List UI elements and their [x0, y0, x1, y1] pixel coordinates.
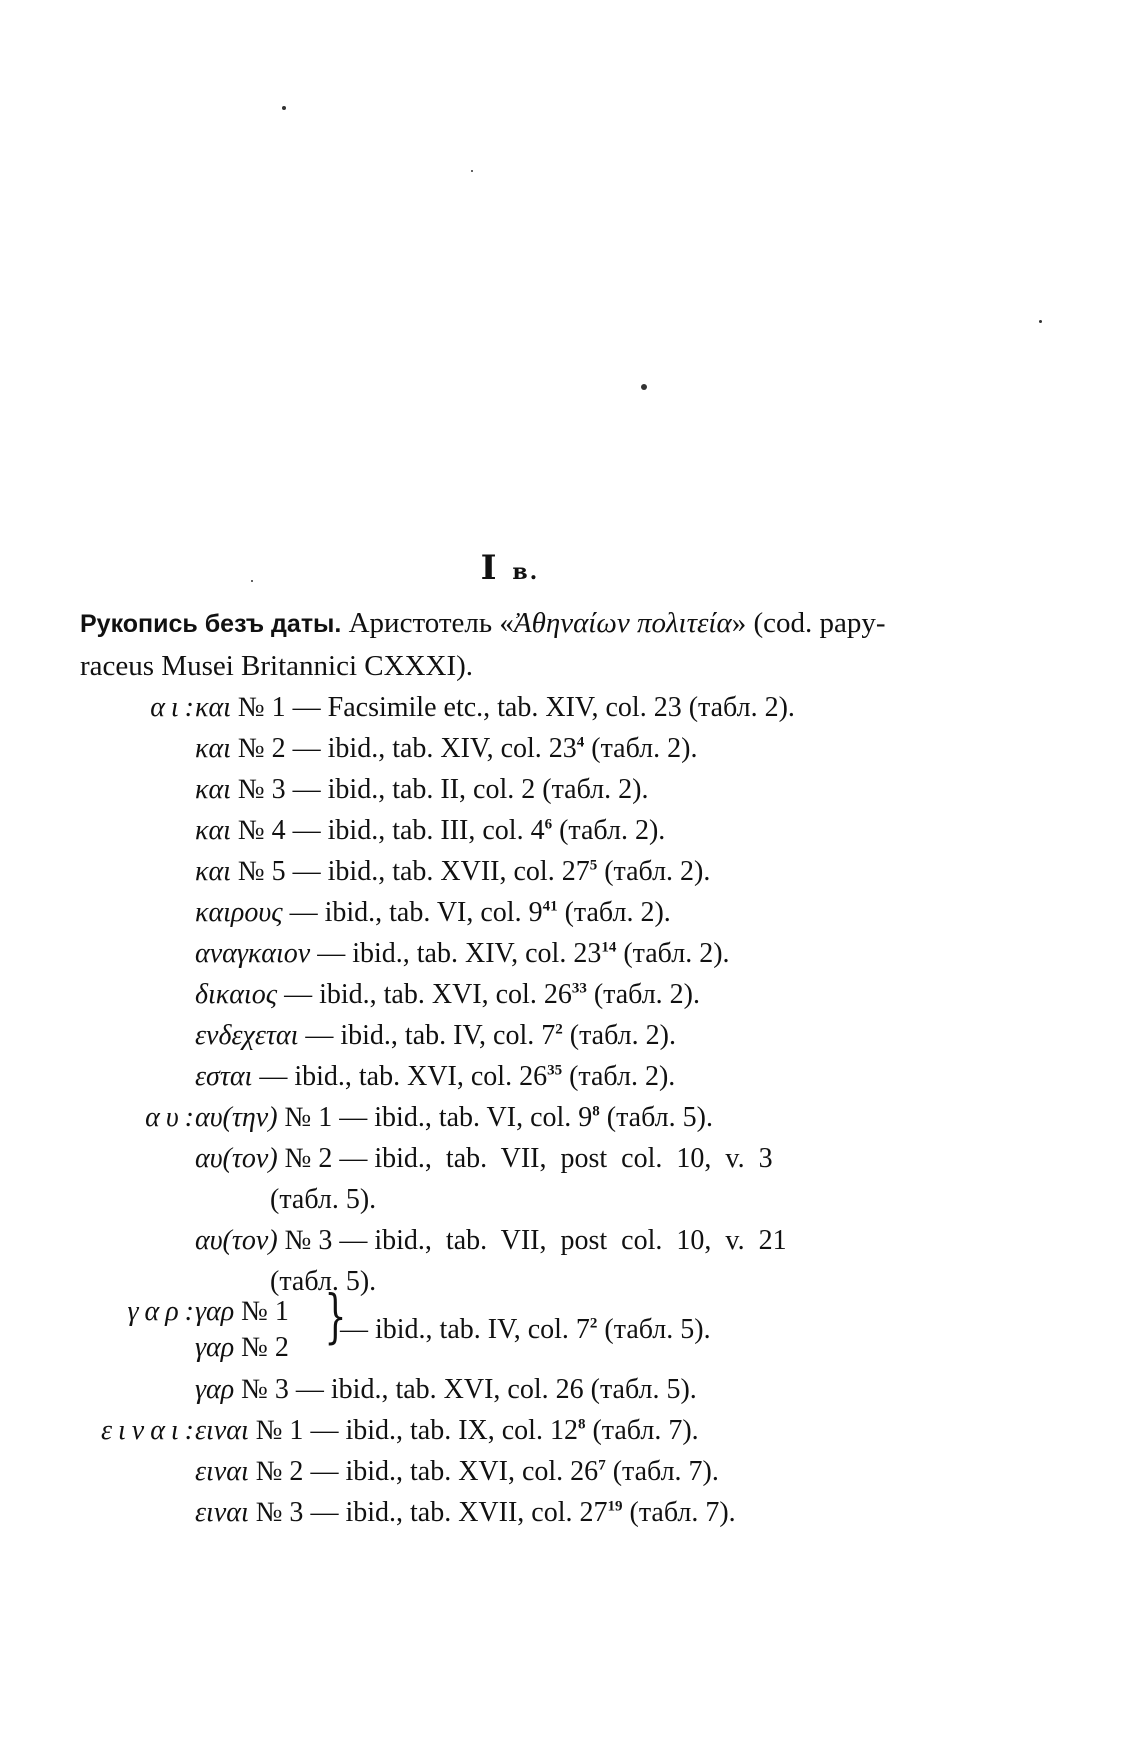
entry-word: αυ(την): [195, 1102, 278, 1133]
heading-numeral: I: [480, 548, 499, 588]
entry-tail: (табл. 2).: [552, 815, 666, 846]
brace-glyph: }: [324, 1282, 347, 1350]
entry-ref: — ibid., tab. XVII, col. 27: [285, 856, 590, 887]
entry-word: αυ(τον): [195, 1225, 278, 1256]
entry-num: № 2: [284, 1143, 333, 1174]
entry-num: № 1: [284, 1102, 333, 1133]
entry-sup: 7: [598, 1457, 606, 1474]
entry-sup: 6: [544, 816, 553, 833]
shared-tail: (табл. 5).: [597, 1314, 711, 1345]
entry-word: ενδεχεται: [195, 1020, 299, 1051]
intro-author: Аристотель «: [348, 607, 514, 639]
entry-sup: 8: [592, 1103, 600, 1120]
entry-num: № 5: [237, 856, 286, 887]
heading-suffix: в.: [512, 559, 540, 585]
entry-num: № 3: [241, 1374, 289, 1405]
shared-ref: — ibid., tab. IV, col. 7: [340, 1314, 590, 1345]
entry-tail: (табл. 2).: [562, 1061, 676, 1092]
scan-speck: [282, 106, 286, 110]
entry-sup: 2: [555, 1021, 563, 1038]
shared-reference: [340, 1310, 711, 1350]
entry-word: ειναι: [195, 1497, 249, 1528]
entry-ref: — ibid., tab. XVI, col. 26 (табл. 5).: [288, 1374, 697, 1405]
entry-tail: (табл. 7).: [585, 1415, 699, 1446]
scan-speck: [1039, 320, 1042, 323]
shared-sup: 2: [589, 1315, 598, 1332]
entry-ref: — ibid., tab. XVI, col. 26: [277, 979, 572, 1010]
entry-num: № 2: [237, 733, 286, 764]
entry-sup: 14: [601, 939, 617, 956]
entry-word: και: [195, 774, 231, 805]
intro-paragraph: [80, 602, 886, 687]
entry-ref: — ibid., tab. VI, col. 9: [332, 1102, 593, 1133]
entry-tail: (табл. 2).: [557, 897, 671, 928]
entry-num: № 3: [255, 1497, 304, 1528]
entry-num: № 4: [237, 815, 286, 846]
entry-num: № 1: [241, 1296, 289, 1327]
entry-tail: (табл. 2).: [586, 979, 701, 1010]
entry-num: № 2: [255, 1456, 304, 1487]
entry-ref: — ibid., tab. VII, post col. 10, v. 3: [332, 1143, 773, 1174]
entry-word: γαρ: [195, 1374, 235, 1405]
entry-word: αυ(τον): [195, 1143, 278, 1174]
entry-ref: — ibid., tab. XIV, col. 23: [285, 733, 577, 764]
intro-line2: raceus Musei Britannici CXXXI).: [80, 650, 474, 682]
entry-ref: — Facsimile etc., tab. XIV, col. 23 (табл. 2).: [285, 692, 795, 723]
entry-word: εσται: [195, 1061, 253, 1092]
entry-tail: (табл. 2).: [584, 733, 698, 764]
entry-tail: (табл. 2).: [616, 938, 730, 969]
entry-word: ειναι: [195, 1415, 249, 1446]
entry-sup: 33: [571, 980, 587, 997]
entry-word: αναγκαιον: [195, 938, 311, 969]
entry-num: № 1: [237, 692, 286, 723]
entry-sup: 8: [577, 1416, 586, 1433]
entry-word: γαρ: [195, 1296, 235, 1327]
entry-tail: (табл. 2).: [562, 1020, 676, 1051]
entry-cont: (табл. 5).: [270, 1184, 377, 1215]
entry-ref: — ibid., tab. VI, col. 9: [282, 897, 543, 928]
entry-word: καιρους: [195, 897, 283, 928]
group-label: γαρ:: [127, 1296, 200, 1327]
entry-tail: (табл. 5).: [599, 1102, 713, 1133]
group-label: αι:: [150, 692, 200, 723]
entry-word: και: [195, 856, 231, 887]
entry-sup: 19: [607, 1498, 623, 1515]
entry-tail: (табл. 2).: [597, 856, 711, 887]
entry-word: γαρ: [195, 1332, 235, 1363]
entry-num: № 1: [255, 1415, 304, 1446]
entry-word: και: [195, 692, 231, 723]
scan-speck: [641, 384, 647, 390]
scan-speck: [471, 170, 473, 172]
entry-sup: 5: [589, 857, 598, 874]
entry-tail: (табл. 7).: [622, 1497, 736, 1528]
entry-num: № 3: [237, 774, 286, 805]
entry-word: και: [195, 733, 231, 764]
entry-sup: 4: [576, 734, 585, 751]
intro-close: » (cod. papy-: [731, 607, 886, 639]
entry-ref: — ibid., tab. VII, post col. 10, v. 21: [332, 1225, 787, 1256]
entry-ref: — ibid., tab. IX, col. 12: [303, 1415, 578, 1446]
entry-ref: — ibid., tab. IV, col. 7: [298, 1020, 556, 1051]
entry-word: δικαιος: [195, 979, 278, 1010]
group-label: ειναι:: [100, 1415, 200, 1446]
entry-ref: — ibid., tab. XVI, col. 26: [303, 1456, 599, 1487]
intro-label: Рукопись безъ даты.: [80, 610, 342, 638]
entry-ref: — ibid., tab. III, col. 4: [285, 815, 545, 846]
entry-word: και: [195, 815, 231, 846]
entry-ref: — ibid., tab. II, col. 2 (табл. 2).: [285, 774, 649, 805]
section-heading: [0, 548, 1020, 588]
entry-num: № 3: [284, 1225, 333, 1256]
entry-cont: (табл. 5).: [270, 1266, 377, 1297]
group-label: αυ:: [145, 1102, 200, 1133]
entry-ref: — ibid., tab. XIV, col. 23: [310, 938, 602, 969]
entry-num: № 2: [241, 1332, 289, 1363]
entry-word: ειναι: [195, 1456, 249, 1487]
entry-sup: 35: [547, 1062, 563, 1079]
entry-tail: (табл. 7).: [605, 1456, 719, 1487]
intro-title-greek: Ἀθηναίων πολιτεία: [513, 607, 732, 639]
entry-ref: — ibid., tab. XVI, col. 26: [252, 1061, 548, 1092]
entry-ref: — ibid., tab. XVII, col. 27: [303, 1497, 608, 1528]
entry-sup: 41: [542, 898, 558, 915]
